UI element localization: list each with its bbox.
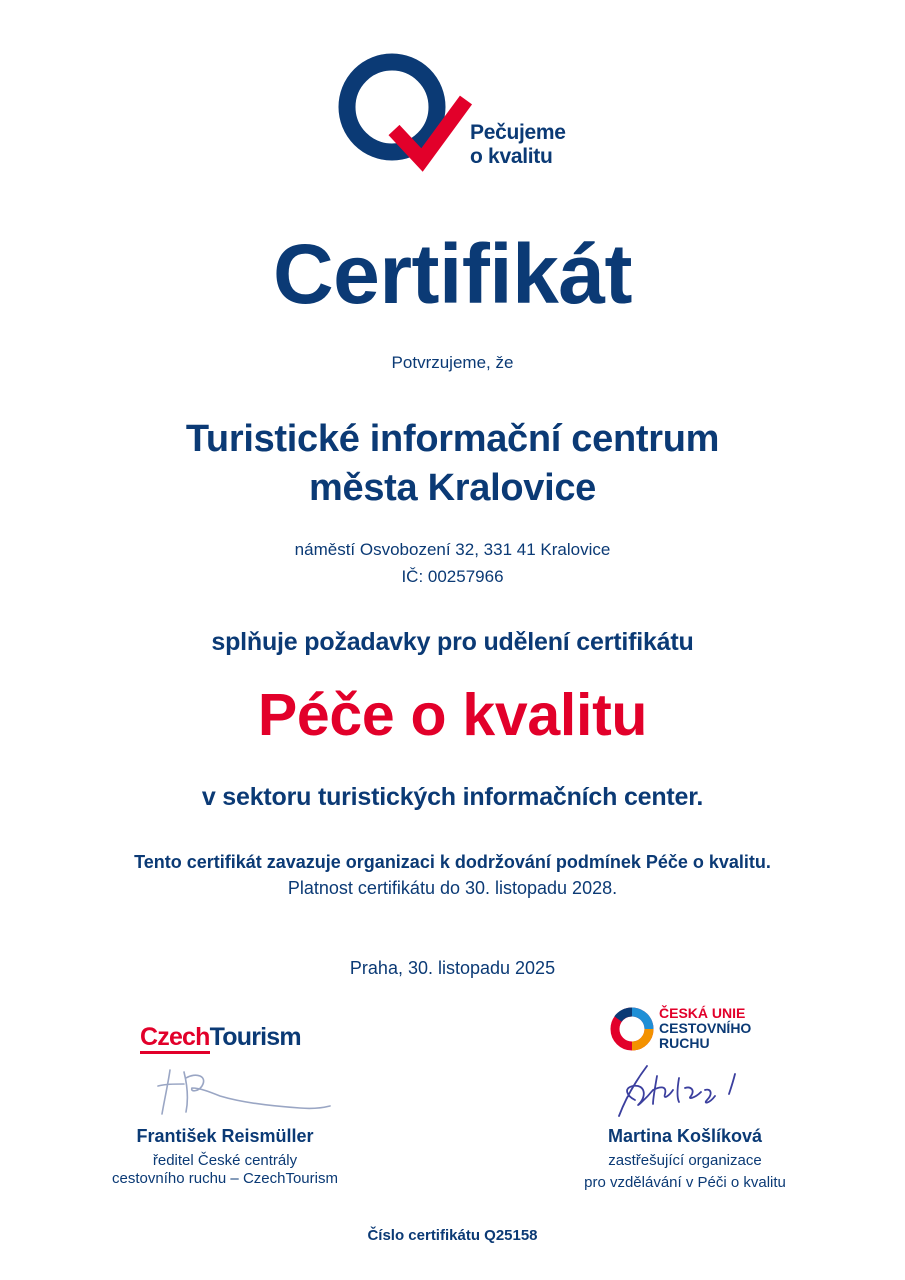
place-and-date: Praha, 30. listopadu 2025 <box>349 958 556 978</box>
organization-ico: IČ: 00257966 <box>401 567 504 586</box>
obligation-text: Tento certifikát zavazuje organizaci k dodržování podmínek Péče o kvalitu. <box>134 852 771 872</box>
cucr-logo-text <box>659 1006 751 1051</box>
cucr-logo-ring-icon <box>608 1005 656 1053</box>
organization-name-line2: města Kralovice <box>309 467 596 509</box>
right-signatory-role-line2: pro vzdělávání v Péči o kvalitu <box>584 1174 786 1191</box>
validity-text: Platnost certifikátu do 30. listopadu 2028. <box>287 878 618 898</box>
left-signatory-name: František Reismüller <box>136 1126 314 1146</box>
program-name: Péče o kvalitu <box>257 682 648 748</box>
certificate-title: Certifikát <box>272 227 633 321</box>
czechtourism-logo-part2: Tourism <box>209 1023 301 1051</box>
logo-slogan-line1: Pečujeme <box>470 121 566 144</box>
sector-statement: v sektoru turistických informačních center. <box>201 783 704 811</box>
organization-name-line1: Turistické informační centrum <box>185 418 720 460</box>
right-signature-icon <box>605 1060 755 1122</box>
cucr-logo-line2: CESTOVNÍHO <box>659 1020 752 1036</box>
intro-text: Potvrzujeme, že <box>391 353 514 372</box>
czechtourism-logo-part1: Czech <box>140 1023 210 1054</box>
czechtourism-logo <box>140 1023 301 1052</box>
left-signatory-role-line2: cestovního ruchu – CzechTourism <box>112 1170 338 1187</box>
requirements-statement: splňuje požadavky pro udělení certifikátu <box>211 628 694 656</box>
right-signatory-name: Martina Košlíková <box>607 1126 763 1146</box>
left-signatory-role-line1: ředitel České centrály <box>152 1152 298 1169</box>
cucr-logo-line1: ČESKÁ UNIE <box>659 1005 746 1021</box>
logo-slogan-line2: o kvalitu <box>470 145 553 168</box>
logo-slogan <box>470 121 566 169</box>
right-signatory-role-line1: zastřešující organizace <box>608 1152 762 1169</box>
certificate-number: Číslo certifikátu Q25158 <box>367 1227 538 1244</box>
left-signature-icon <box>140 1062 340 1122</box>
quality-q-logo-icon <box>334 52 484 172</box>
cucr-logo-line3: RUCHU <box>659 1035 710 1051</box>
organization-address: náměstí Osvobození 32, 331 41 Kralovice <box>294 540 611 559</box>
